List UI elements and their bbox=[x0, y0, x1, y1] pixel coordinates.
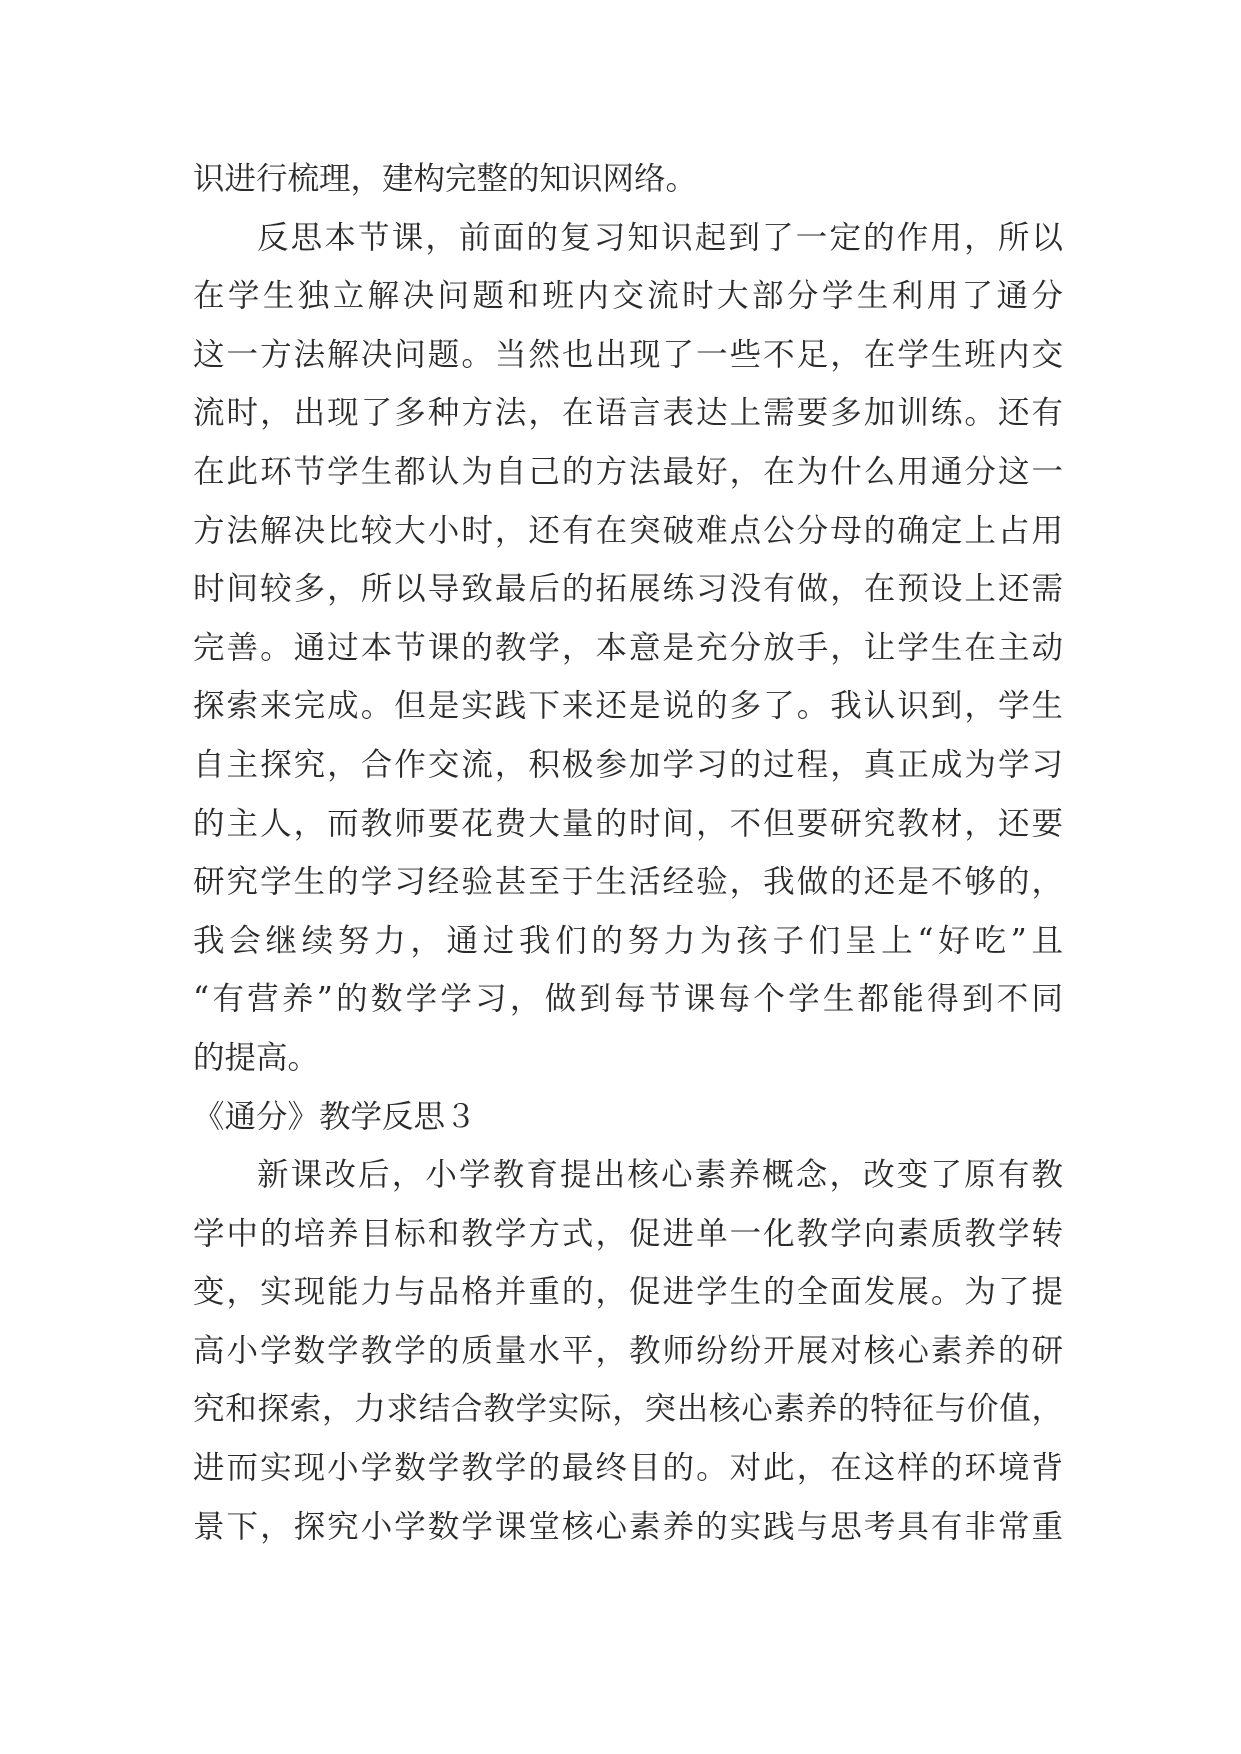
paragraph-line: 高小学数学教学的质量水平，教师纷纷开展对核心素养的研 bbox=[193, 1332, 1063, 1369]
document-body bbox=[193, 150, 1063, 1556]
paragraph-line: 研究学生的学习经验甚至于生活经验，我做的还是不够的， bbox=[193, 864, 1063, 901]
paragraph-line: 在学生独立解决问题和班内交流时大部分学生利用了通分 bbox=[193, 278, 1063, 315]
paragraph-line: 我会继续努力，通过我们的努力为孩子们呈上“好吃”且 bbox=[193, 922, 1063, 959]
paragraph-line: 这一方法解决问题。当然也出现了一些不足，在学生班内交 bbox=[193, 336, 1063, 373]
paragraph-line: 的提高。 bbox=[193, 1039, 320, 1076]
paragraph-line: 学中的培养目标和教学方式，促进单一化教学向素质教学转 bbox=[193, 1215, 1063, 1252]
paragraph-line: 变，实现能力与品格并重的，促进学生的全面发展。为了提 bbox=[193, 1274, 1063, 1311]
paragraph-line: 反思本节课，前面的复习知识起到了一定的作用，所以 bbox=[257, 219, 1063, 256]
paragraph-line: 完善。通过本节课的教学，本意是充分放手，让学生在主动 bbox=[193, 629, 1063, 666]
paragraph-line: “有营养”的数学学习，做到每节课每个学生都能得到不同 bbox=[193, 981, 1063, 1018]
paragraph-line: 新课改后，小学教育提出核心素养概念，改变了原有教 bbox=[257, 1157, 1063, 1194]
paragraph-line: 时间较多，所以导致最后的拓展练习没有做，在预设上还需 bbox=[193, 571, 1063, 608]
paragraph-line: 的主人，而教师要花费大量的时间，不但要研究教材，还要 bbox=[193, 805, 1063, 842]
paragraph-line: 在此环节学生都认为自己的方法最好，在为什么用通分这一 bbox=[193, 453, 1063, 490]
paragraph-line: 方法解决比较大小时，还有在突破难点公分母的确定上占用 bbox=[193, 512, 1063, 549]
section-heading: 《通分》教学反思３ bbox=[193, 1098, 477, 1135]
paragraph-line: 自主探究，合作交流，积极参加学习的过程，真正成为学习 bbox=[193, 746, 1063, 783]
paragraph-line: 进而实现小学数学教学的最终目的。对此，在这样的环境背 bbox=[193, 1450, 1063, 1487]
paragraph-line: 流时，出现了多种方法，在语言表达上需要多加训练。还有 bbox=[193, 395, 1063, 432]
paragraph-line: 景下，探究小学数学课堂核心素养的实践与思考具有非常重 bbox=[193, 1508, 1063, 1545]
paragraph-line: 识进行梳理，建构完整的知识网络。 bbox=[193, 161, 698, 197]
paragraph-line: 探索来完成。但是实践下来还是说的多了。我认识到，学生 bbox=[193, 688, 1063, 725]
paragraph-line: 究和探索，力求结合教学实际，突出核心素养的特征与价值， bbox=[193, 1391, 1063, 1428]
